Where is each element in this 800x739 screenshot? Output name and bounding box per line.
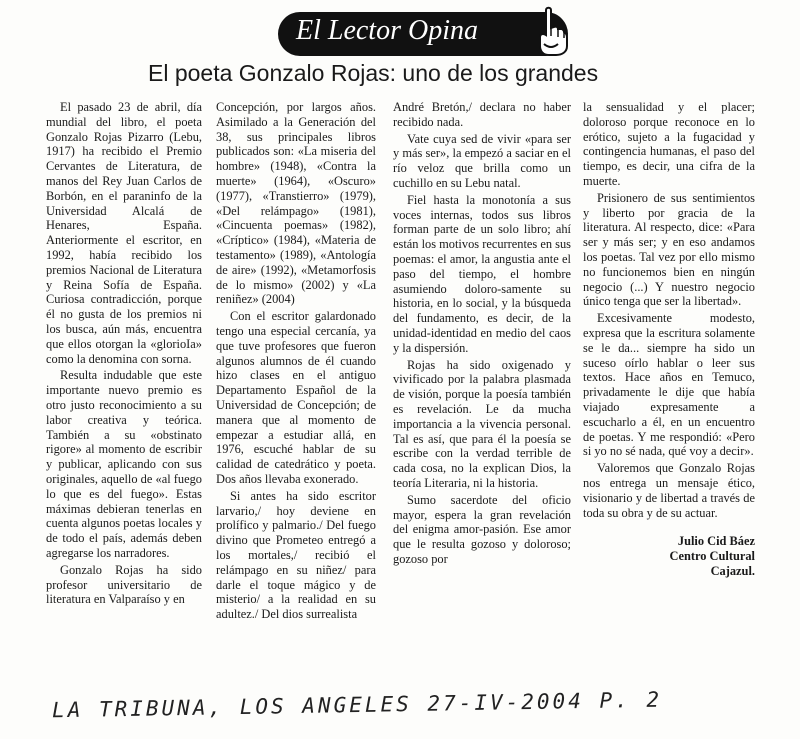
paragraph: André Bretón,/ declara no haber recibido nada. (393, 100, 571, 129)
paragraph: Concepción, por largos años. Asimilado a la Generación del 38, sus principales libros publicados son: «La miseria del hombre» (1948), «Contra la muerte» (1964), «Oscuro» (1977), «Transtierro» (1979), «Del relámpago» (1981), «Cincuenta poemas» (1982), «Críptico» (1984), «Materia de testamento» (1989), «Antología de aire» (1992), «Metamorfosis de lo mismo» (2002) y «La reniñez» (2004) (216, 100, 376, 307)
author-name: Julio Cid Báez (677, 534, 755, 549)
article-column-4 (583, 100, 755, 660)
paragraph: Resulta indudable que este importante nuevo premio es otro justo reconocimiento a su labor creativa y teórica. También a su «obstinato rigore» al momento de escribir y publicar, aplicando con sus originales, aquello de «al fuego lo que es del fuego». Estas máximas debieran tenerlas en cuenta algunos poetas locales y de todo el país, además deben agregarse los narradores. (46, 368, 202, 560)
author-affiliation-name: Cajazul. (710, 564, 755, 579)
paragraph: Prisionero de sus sentimientos y liberto por gracia de la literatura. Al respecto, dice: «Para ser y más ser; y en eso andamos los poetas. Tal vez por ello mismo no funcionemos bien en ningún negocio (...) Y nuestro negocio único tenga que ser la libertad». (583, 190, 755, 309)
paragraph: Excesivamente modesto, expresa que la escritura solamente se le da... siempre ha sido un suceso oírlo hablar o leer sus textos. Hace años en Temuco, privadamente le dije que había viajado expresamente a escucharlo a él, en un encuentro de poetas. Y me respondió: «Pero si yo no sé nada, qué voy a decir». (583, 311, 755, 459)
paragraph: Gonzalo Rojas ha sido profesor universitario de literatura en Valparaíso y en (46, 562, 202, 607)
paragraph: Rojas ha sido oxigenado y vivificado por la palabra plasmada de visión, porque la poesía también es revelación. Le da mucha importancia a la vivencia personal. Tal es así, que para él la poesía se escribe con la verdad terrible de cada cosa, no la explican Dios, la teoría Literaria, ni la historia. (393, 357, 571, 490)
paragraph: Sumo sacerdote del oficio mayor, espera la gran revelación del enigma amor-pasión. Ese amor que le resulta gozoso y doloroso; gozoso por (393, 492, 571, 566)
paragraph: Valoremos que Gonzalo Rojas nos entrega un mensaje ético, visionario y de libertad a través de toda su obra y de su actuar. (583, 461, 755, 520)
handwritten-source-note: LA TRIBUNA, LOS ANGELES 27-IV-2004 P. 2 (51, 687, 663, 723)
paragraph: Si antes ha sido escritor larvario,/ hoy deviene en prolífico y palmario./ Del fuego divino que Prometeo entregó a los mortales,/ recibió el relámpago en su niñez/ para darle el toque mágico y de misterio/ a la realidad en su adultez./ Del dios surrealista (216, 488, 376, 622)
pointing-hand-icon (534, 6, 568, 56)
paragraph: Con el escritor galardonado tengo una especial cercanía, ya que tuve profesores que fueron algunos alumnos de él cuando hizo clases en el antiguo Departamento Español de la Universidad de Concepción; de manera que al momento de empezar a estudiar allá, en 1976, escuché hablar de su calidad de catedrático y poeta. Dos años llevaba exonerado. (216, 309, 376, 486)
paragraph: Fiel hasta la monotonía a sus voces internas, todos sus libros forman parte de un solo libro; ahí están los motivos recurrentes en sus poemas: el amor, la angustia ante el paso del tiempo, el hombre asumiendo doloro-samente su historia, en lo social, y la búsqueda del fundamento, es decir, de la unidad-identidad en medio del caos y la dispersión. (393, 192, 571, 355)
paragraph: El pasado 23 de abril, día mundial del libro, el poeta Gonzalo Rojas Pizarro (Lebu, 1917) ha recibido el Premio Cervantes de Literatura, de manos del Rey Juan Carlos de Borbón, en el paraninfo de la Universidad Alcalá de Henares, España. Anteriormente el escritor, en 1992, había recibido los premios Nacional de Literatura y Reina Sofía de España. Curiosa contradicción, porque él no gusta de los premios ni los busca, aún más, encuentra que ellos otorgan la «glorioIa» como la denomina con sorna. (46, 100, 202, 366)
author-signature (583, 534, 755, 579)
article-column-2 (216, 100, 376, 660)
section-banner (278, 12, 568, 56)
article-column-3 (393, 100, 571, 660)
article-headline: El poeta Gonzalo Rojas: uno de los grandes (148, 60, 599, 86)
paragraph: la sensualidad y el placer; doloroso porque reconoce en lo erótico, sujeto a la fugacidad y contingencia humanas, el paso del tiempo, es decir, una cifra de la muerte. (583, 100, 755, 188)
paragraph: Vate cuya sed de vivir «para ser y más ser», la empezó a saciar en el río veloz que brilla como un cuchillo en su Lebu natal. (393, 131, 571, 190)
article-column-1 (46, 100, 202, 660)
author-affiliation: Centro Cultural (669, 549, 755, 564)
section-title: El Lector Opina (296, 15, 478, 46)
